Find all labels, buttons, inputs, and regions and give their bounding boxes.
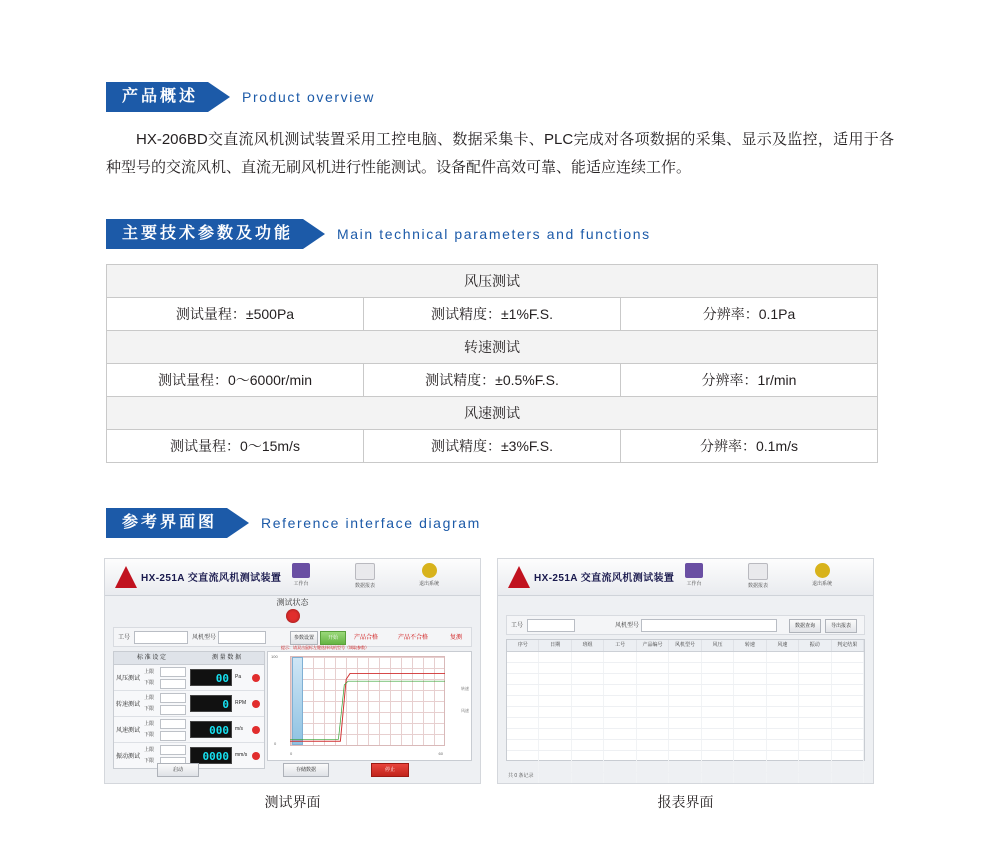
spec-cell-range: 测试量程：±500Pa bbox=[107, 298, 364, 331]
cell bbox=[832, 696, 864, 706]
cell bbox=[572, 663, 604, 673]
row-status-led bbox=[252, 726, 260, 734]
cell bbox=[637, 718, 669, 728]
cell bbox=[507, 696, 539, 706]
table-row[interactable] bbox=[507, 663, 864, 674]
cell bbox=[832, 707, 864, 717]
table-row bbox=[107, 430, 878, 463]
cell bbox=[637, 773, 669, 783]
cell bbox=[507, 663, 539, 673]
cell bbox=[734, 751, 766, 761]
cell bbox=[572, 707, 604, 717]
cell bbox=[604, 751, 636, 761]
toolbar-label: 工作台 bbox=[686, 581, 702, 587]
cell bbox=[767, 751, 799, 761]
lower-limit-input[interactable] bbox=[160, 679, 186, 689]
upper-limit-input[interactable] bbox=[160, 745, 186, 755]
banner-arrow-icon bbox=[303, 219, 325, 249]
cell bbox=[604, 729, 636, 739]
column-header: 风压 bbox=[702, 640, 734, 651]
cell bbox=[604, 696, 636, 706]
cell bbox=[604, 652, 636, 662]
lcd-display: 00 bbox=[190, 669, 232, 686]
cell bbox=[507, 762, 539, 772]
cell bbox=[507, 685, 539, 695]
cell bbox=[539, 718, 571, 728]
cell bbox=[734, 740, 766, 750]
row-label: 风速测试 bbox=[116, 728, 141, 734]
cell bbox=[702, 762, 734, 772]
clipboard-icon bbox=[355, 563, 375, 580]
cell bbox=[767, 663, 799, 673]
cell bbox=[734, 674, 766, 684]
column-header: 产品编号 bbox=[637, 640, 669, 651]
clipboard-icon bbox=[748, 563, 768, 580]
cell bbox=[734, 729, 766, 739]
column-header: 序号 bbox=[507, 640, 539, 651]
spec-cell-range: 测试量程：0～6000r/min bbox=[107, 364, 364, 397]
report-table[interactable] bbox=[506, 639, 865, 761]
cell bbox=[734, 773, 766, 783]
chart-trace bbox=[290, 656, 445, 743]
spec-group-title: 风压测试 bbox=[107, 265, 878, 298]
column-header: 转速 bbox=[734, 640, 766, 651]
cell bbox=[539, 740, 571, 750]
save-data-button[interactable]: 存储数据 bbox=[283, 763, 329, 777]
cell bbox=[669, 773, 701, 783]
table-row bbox=[107, 364, 878, 397]
toolbar-button-exit[interactable] bbox=[802, 563, 842, 587]
cell bbox=[604, 740, 636, 750]
column-header: 工号 bbox=[604, 640, 636, 651]
cell bbox=[734, 685, 766, 695]
series-label-speed: 转速 bbox=[461, 686, 469, 691]
spec-group-title: 转速测试 bbox=[107, 331, 878, 364]
cell bbox=[539, 762, 571, 772]
cell bbox=[832, 751, 864, 761]
cell bbox=[539, 729, 571, 739]
params-setup-button[interactable]: 参数设置 bbox=[290, 631, 318, 645]
worker-id-input[interactable] bbox=[134, 631, 188, 644]
lcd-display: 000 bbox=[190, 721, 232, 738]
cell bbox=[572, 773, 604, 783]
spec-cell-accuracy: 测试精度：±0.5%F.S. bbox=[364, 364, 621, 397]
cell bbox=[767, 718, 799, 728]
row-status-led bbox=[252, 674, 260, 682]
status-indicator-led bbox=[286, 609, 300, 623]
cell bbox=[572, 751, 604, 761]
cell bbox=[572, 718, 604, 728]
unit-label: RPM bbox=[235, 700, 247, 706]
worker-id-input[interactable] bbox=[527, 619, 575, 632]
y-tick-bottom: 0 bbox=[274, 741, 277, 746]
specification-table bbox=[106, 264, 878, 463]
cell bbox=[702, 718, 734, 728]
cell bbox=[767, 685, 799, 695]
cell bbox=[767, 696, 799, 706]
section-title-en: Main technical parameters and functions bbox=[337, 226, 651, 242]
cell bbox=[799, 740, 831, 750]
lower-label: 下限 bbox=[144, 706, 155, 712]
upper-label: 上限 bbox=[144, 721, 155, 727]
app-name: HX-251A 交直流风机测试装置 bbox=[141, 573, 282, 584]
cell bbox=[702, 729, 734, 739]
cell bbox=[669, 696, 701, 706]
start-button[interactable]: 启动 bbox=[157, 763, 199, 777]
cell bbox=[604, 773, 636, 783]
table-row[interactable] bbox=[507, 674, 864, 685]
radio-label-fail[interactable]: 产品不合格 bbox=[398, 635, 429, 641]
cell bbox=[669, 740, 701, 750]
lower-label: 下限 bbox=[144, 758, 155, 764]
spec-cell-resolution: 分辨率：0.1m/s bbox=[621, 430, 878, 463]
cell bbox=[767, 773, 799, 783]
row-label: 风压测试 bbox=[116, 676, 141, 682]
toolbar-button-workbench[interactable] bbox=[281, 563, 321, 587]
section-title-cn: 参考界面图 bbox=[122, 514, 218, 531]
lcd-display: 0 bbox=[190, 695, 232, 712]
cell bbox=[669, 674, 701, 684]
section-header-overview bbox=[106, 82, 375, 112]
cell bbox=[637, 707, 669, 717]
cell bbox=[669, 729, 701, 739]
cell bbox=[702, 663, 734, 673]
spec-cell-accuracy: 测试精度：±3%F.S. bbox=[364, 430, 621, 463]
screenshot-report-interface bbox=[497, 558, 874, 784]
section-title-cn: 产品概述 bbox=[122, 88, 199, 105]
cell bbox=[832, 663, 864, 673]
column-header: 风速 bbox=[767, 640, 799, 651]
spec-cell-resolution: 分辨率：1r/min bbox=[621, 364, 878, 397]
logo-icon bbox=[115, 566, 137, 588]
cell bbox=[637, 652, 669, 662]
cell bbox=[734, 696, 766, 706]
cell bbox=[637, 663, 669, 673]
cell bbox=[637, 740, 669, 750]
cell bbox=[572, 729, 604, 739]
column-header: 判定结果 bbox=[832, 640, 864, 651]
measure-row-pressure bbox=[114, 665, 264, 691]
cell bbox=[604, 707, 636, 717]
cell bbox=[799, 652, 831, 662]
x-tick-first: 0 bbox=[290, 751, 293, 756]
cell bbox=[799, 718, 831, 728]
radio-label-pass[interactable]: 产品合格 bbox=[354, 635, 379, 641]
cell bbox=[539, 707, 571, 717]
section-banner bbox=[106, 82, 208, 112]
cell bbox=[702, 773, 734, 783]
upper-label: 上限 bbox=[144, 747, 155, 753]
cell bbox=[604, 685, 636, 695]
spec-cell-resolution: 分辨率：0.1Pa bbox=[621, 298, 878, 331]
cell bbox=[734, 762, 766, 772]
exit-icon bbox=[815, 563, 830, 578]
overview-paragraph: HX-206BD交直流风机测试装置采用工控电脑、数据采集卡、PLC完成对各项数据的采集、显示及监控，适用于各种型号的交流风机、直流无刷风机进行性能测试。设备配件高效可靠、能适应连续工作。 bbox=[106, 131, 894, 176]
toolbar-label: 工作台 bbox=[293, 581, 309, 587]
table-row[interactable] bbox=[507, 740, 864, 751]
cell bbox=[539, 663, 571, 673]
cell bbox=[669, 751, 701, 761]
cell bbox=[637, 729, 669, 739]
cell bbox=[669, 718, 701, 728]
lcd-display: 0000 bbox=[190, 747, 232, 764]
radio-label-retest[interactable]: 复测 bbox=[450, 635, 463, 641]
cell bbox=[539, 751, 571, 761]
cell bbox=[539, 773, 571, 783]
cell bbox=[669, 707, 701, 717]
upper-limit-input[interactable] bbox=[160, 667, 186, 677]
section-header-interface bbox=[106, 508, 481, 538]
cell bbox=[572, 652, 604, 662]
logo-icon bbox=[508, 566, 530, 588]
toolbar-button-report[interactable] bbox=[738, 563, 778, 589]
banner-arrow-icon bbox=[227, 508, 249, 538]
exit-icon bbox=[422, 563, 437, 578]
cell bbox=[507, 707, 539, 717]
panel-header bbox=[114, 652, 264, 665]
section-banner bbox=[106, 219, 303, 249]
cell bbox=[734, 707, 766, 717]
cell bbox=[799, 729, 831, 739]
cell bbox=[604, 718, 636, 728]
banner-arrow-icon bbox=[208, 82, 230, 112]
control-bar bbox=[113, 627, 472, 647]
cell bbox=[637, 685, 669, 695]
cell bbox=[539, 696, 571, 706]
column-header: 振动 bbox=[799, 640, 831, 651]
cell bbox=[702, 685, 734, 695]
cell bbox=[507, 729, 539, 739]
row-label: 振动测试 bbox=[116, 754, 141, 760]
table-row-group bbox=[107, 265, 878, 298]
start-test-button[interactable]: 开始 bbox=[320, 631, 346, 645]
x-tick-last: 60 bbox=[438, 751, 443, 756]
table-row[interactable] bbox=[507, 729, 864, 740]
section-banner bbox=[106, 508, 227, 538]
toolbar-button-exit[interactable] bbox=[409, 563, 449, 587]
cell bbox=[767, 729, 799, 739]
monitor-icon bbox=[685, 563, 703, 578]
lower-label: 下限 bbox=[144, 680, 155, 686]
label-worker-id: 工号 bbox=[511, 623, 524, 629]
table-row-group bbox=[107, 331, 878, 364]
cell bbox=[507, 751, 539, 761]
cell bbox=[604, 674, 636, 684]
measurement-panel bbox=[113, 651, 265, 769]
column-header: 班组 bbox=[572, 640, 604, 651]
table-row[interactable] bbox=[507, 773, 864, 784]
table-row[interactable] bbox=[507, 652, 864, 663]
cell bbox=[702, 696, 734, 706]
cell bbox=[799, 674, 831, 684]
cell bbox=[832, 773, 864, 783]
table-row[interactable] bbox=[507, 718, 864, 729]
cell bbox=[832, 674, 864, 684]
cell bbox=[702, 652, 734, 662]
series-label-windspeed: 风速 bbox=[461, 708, 469, 713]
cell bbox=[702, 707, 734, 717]
table-header bbox=[507, 640, 864, 652]
cell bbox=[669, 762, 701, 772]
cell bbox=[734, 652, 766, 662]
cell bbox=[832, 718, 864, 728]
screenshot-test-interface bbox=[104, 558, 481, 784]
cell bbox=[832, 740, 864, 750]
measure-row-windspeed bbox=[114, 717, 264, 743]
cell bbox=[539, 652, 571, 662]
cell bbox=[767, 740, 799, 750]
cell bbox=[604, 762, 636, 772]
panel-header-standard: 标 准 设 定 bbox=[136, 655, 166, 661]
cell bbox=[702, 674, 734, 684]
query-button[interactable]: 数据查询 bbox=[789, 619, 821, 633]
caption-test-interface: 测试界面 bbox=[264, 794, 321, 810]
unit-label: mm/s bbox=[235, 752, 248, 758]
cell bbox=[637, 674, 669, 684]
lower-limit-input[interactable] bbox=[160, 731, 186, 741]
cell bbox=[507, 652, 539, 662]
toolbar-label: 数据报表 bbox=[747, 583, 768, 589]
cell bbox=[832, 762, 864, 772]
row-label: 转速测试 bbox=[116, 702, 141, 708]
cell bbox=[767, 674, 799, 684]
cell bbox=[669, 652, 701, 662]
cell bbox=[572, 685, 604, 695]
cell bbox=[799, 685, 831, 695]
measure-row-speed bbox=[114, 691, 264, 717]
cell bbox=[572, 674, 604, 684]
cell bbox=[799, 707, 831, 717]
cell bbox=[767, 652, 799, 662]
spec-cell-accuracy: 测试精度：±1%F.S. bbox=[364, 298, 621, 331]
table-row[interactable] bbox=[507, 762, 864, 773]
cell bbox=[572, 762, 604, 772]
status-title: 测试状态 bbox=[276, 598, 309, 607]
cell bbox=[767, 707, 799, 717]
toolbar-label: 退出系统 bbox=[418, 581, 439, 587]
cell bbox=[507, 674, 539, 684]
control-bar bbox=[506, 615, 865, 635]
column-header: 日期 bbox=[539, 640, 571, 651]
row-status-led bbox=[252, 752, 260, 760]
cell bbox=[507, 740, 539, 750]
cell bbox=[637, 696, 669, 706]
toolbar-label: 数据报表 bbox=[354, 583, 375, 589]
spec-group-title: 风速测试 bbox=[107, 397, 878, 430]
table-row[interactable] bbox=[507, 685, 864, 696]
cell bbox=[832, 729, 864, 739]
stop-button[interactable]: 停止 bbox=[371, 763, 409, 777]
cell bbox=[799, 762, 831, 772]
table-row bbox=[107, 298, 878, 331]
lower-limit-input[interactable] bbox=[160, 705, 186, 715]
cell bbox=[637, 751, 669, 761]
cell bbox=[799, 663, 831, 673]
cell bbox=[734, 663, 766, 673]
unit-label: m/s bbox=[235, 726, 244, 732]
cell bbox=[572, 696, 604, 706]
table-row-group bbox=[107, 397, 878, 430]
cell bbox=[734, 718, 766, 728]
upper-limit-input[interactable] bbox=[160, 693, 186, 703]
section-title-en: Reference interface diagram bbox=[261, 515, 481, 531]
spec-cell-range: 测试量程：0～15m/s bbox=[107, 430, 364, 463]
cell bbox=[799, 773, 831, 783]
app-name: HX-251A 交直流风机测试装置 bbox=[534, 573, 675, 584]
table-row[interactable] bbox=[507, 707, 864, 718]
unit-label: Pa bbox=[235, 674, 242, 680]
cell bbox=[507, 718, 539, 728]
row-status-led bbox=[252, 700, 260, 708]
cell bbox=[832, 685, 864, 695]
cell bbox=[832, 652, 864, 662]
section-title-en: Product overview bbox=[242, 89, 375, 105]
table-row[interactable] bbox=[507, 696, 864, 707]
column-header: 风机型号 bbox=[669, 640, 701, 651]
panel-header-measured: 测 量 数 据 bbox=[211, 655, 241, 661]
section-header-specs bbox=[106, 219, 651, 249]
toolbar-button-workbench[interactable] bbox=[674, 563, 714, 587]
section-title-cn: 主要技术参数及功能 bbox=[122, 225, 294, 242]
toolbar-button-report[interactable] bbox=[345, 563, 385, 589]
cell bbox=[702, 751, 734, 761]
cell bbox=[702, 740, 734, 750]
cell bbox=[572, 740, 604, 750]
cell bbox=[539, 685, 571, 695]
control-bar-note: 提示：请双击鼠标左键选择风机型号（调取参数） bbox=[281, 645, 369, 650]
fan-model-input[interactable] bbox=[641, 619, 777, 632]
export-button[interactable]: 导出报表 bbox=[825, 619, 857, 633]
cell bbox=[799, 751, 831, 761]
fan-model-input[interactable] bbox=[218, 631, 266, 644]
app-titlebar bbox=[105, 559, 480, 596]
monitor-icon bbox=[292, 563, 310, 578]
cell bbox=[799, 696, 831, 706]
cell bbox=[669, 685, 701, 695]
y-tick-top: 100 bbox=[271, 654, 278, 659]
app-titlebar bbox=[498, 559, 873, 596]
lower-label: 下限 bbox=[144, 732, 155, 738]
upper-label: 上限 bbox=[144, 695, 155, 701]
label-worker-id: 工号 bbox=[118, 635, 131, 641]
cell bbox=[637, 762, 669, 772]
toolbar-label: 退出系统 bbox=[811, 581, 832, 587]
chart-area bbox=[267, 651, 472, 761]
cell bbox=[604, 663, 636, 673]
table-row[interactable] bbox=[507, 751, 864, 762]
cell bbox=[669, 663, 701, 673]
cell bbox=[767, 762, 799, 772]
label-fan-model: 风机型号 bbox=[615, 623, 640, 629]
upper-label: 上限 bbox=[144, 669, 155, 675]
record-count-status: 共 0 条记录 bbox=[508, 773, 534, 779]
label-fan-model: 风机型号 bbox=[192, 635, 217, 641]
caption-report-interface: 报表界面 bbox=[657, 794, 714, 810]
cell bbox=[539, 674, 571, 684]
upper-limit-input[interactable] bbox=[160, 719, 186, 729]
